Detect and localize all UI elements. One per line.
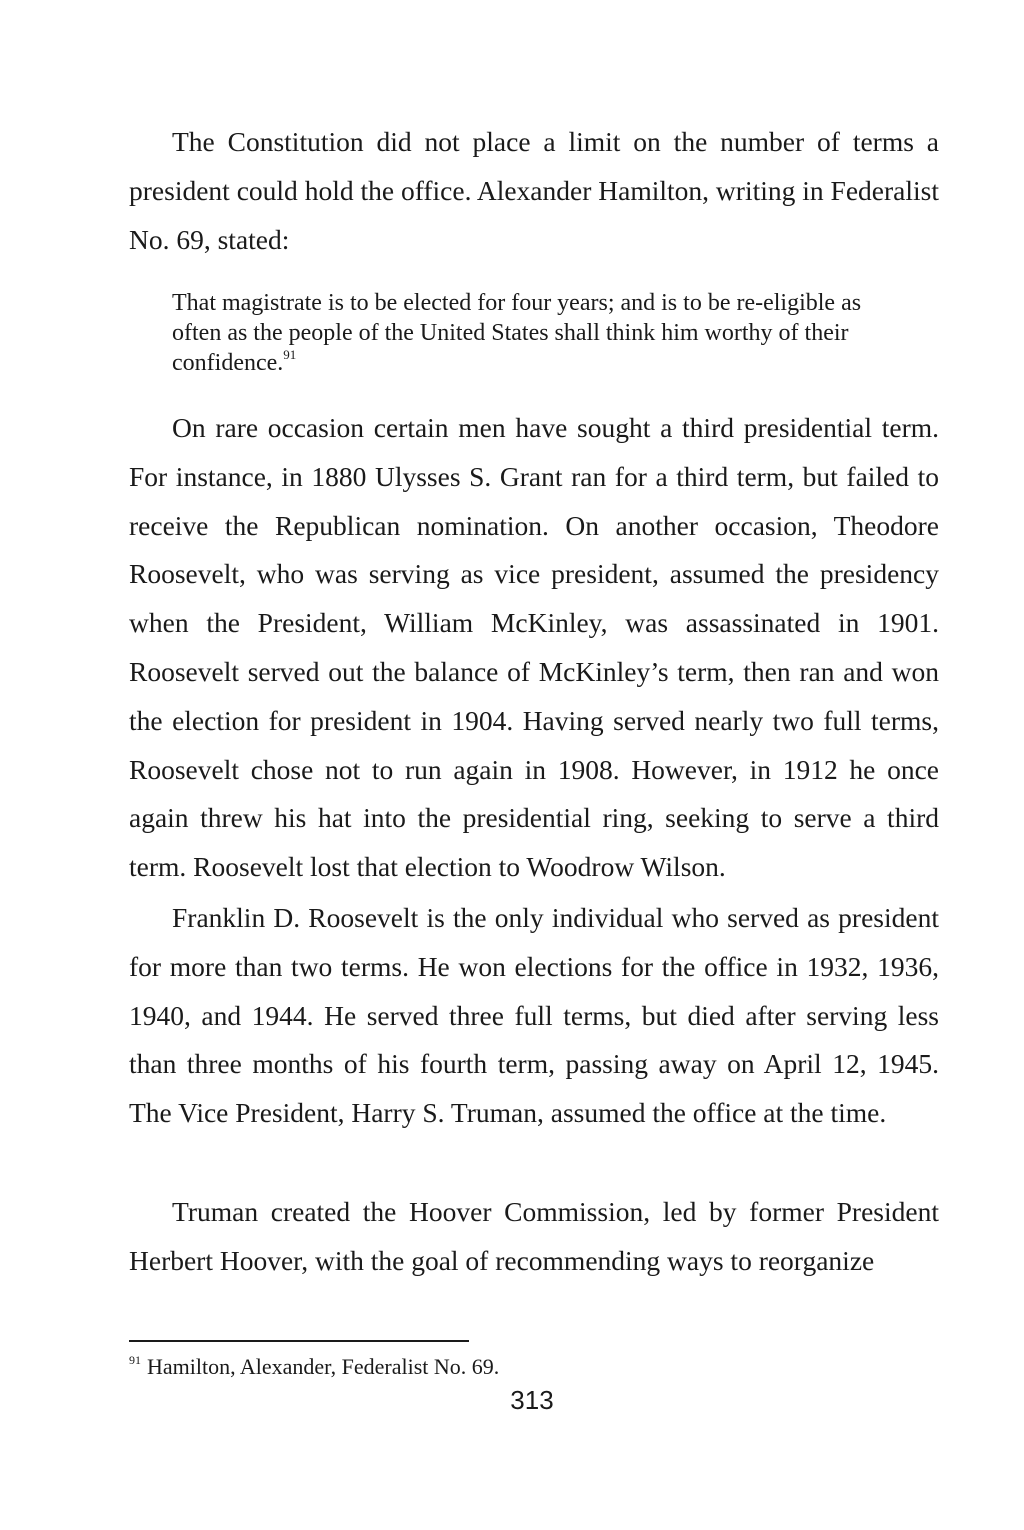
footnote-divider — [129, 1340, 469, 1342]
footnote-number: 91 — [129, 1353, 141, 1367]
footnote — [129, 1352, 499, 1382]
block-quote — [172, 288, 902, 378]
block-quote-text: That magistrate is to be elected for four years; and is to be re-eligible as often as the people of the United States shall think him worthy of their confidence. — [172, 290, 862, 376]
body-paragraph: The Constitution did not place a limit on the number of terms a president could hold the office. Alexander Hamilton, writing in Federalist No. 69, stated: — [129, 126, 939, 255]
body-paragraph: Franklin D. Roosevelt is the only individual who served as president for more than two terms. He won elections for the office in 1932, 1936, 1940, and 1944. He served three full terms, but died after serving less than three months of his fourth term, passing away on April 12, 1945. The Vice President, Harry S. Truman, assumed the office at the time. — [129, 902, 939, 1129]
footnote-reference: 91 — [283, 347, 297, 362]
footnote-text: Hamilton, Alexander, Federalist No. 69. — [147, 1354, 500, 1379]
page-number: 313 — [510, 1385, 554, 1415]
body-paragraph: On rare occasion certain men have sought a third presidential term. For instance, in 1880 Ulysses S. Grant ran for a third term, but failed to receive the Republican nomination. On another occasion, Theodore Roosevelt, who was serving as vice president, assumed the presidency when the President, William McKinley, was assassinated in 1901. Roosevelt served out the balance of McKinley’s term, then ran and won the election for president in 1904. Having served nearly two full terms, Roosevelt chose not to run again in 1908. However, in 1912 he once again threw his hat into the presidential ring, seeking to serve a third term. Roosevelt lost that election to Woodrow Wilson. — [129, 412, 939, 883]
body-paragraph: Truman created the Hoover Commission, led by former President Herbert Hoover, with the goal of recommending ways to reorganize — [129, 1196, 939, 1276]
